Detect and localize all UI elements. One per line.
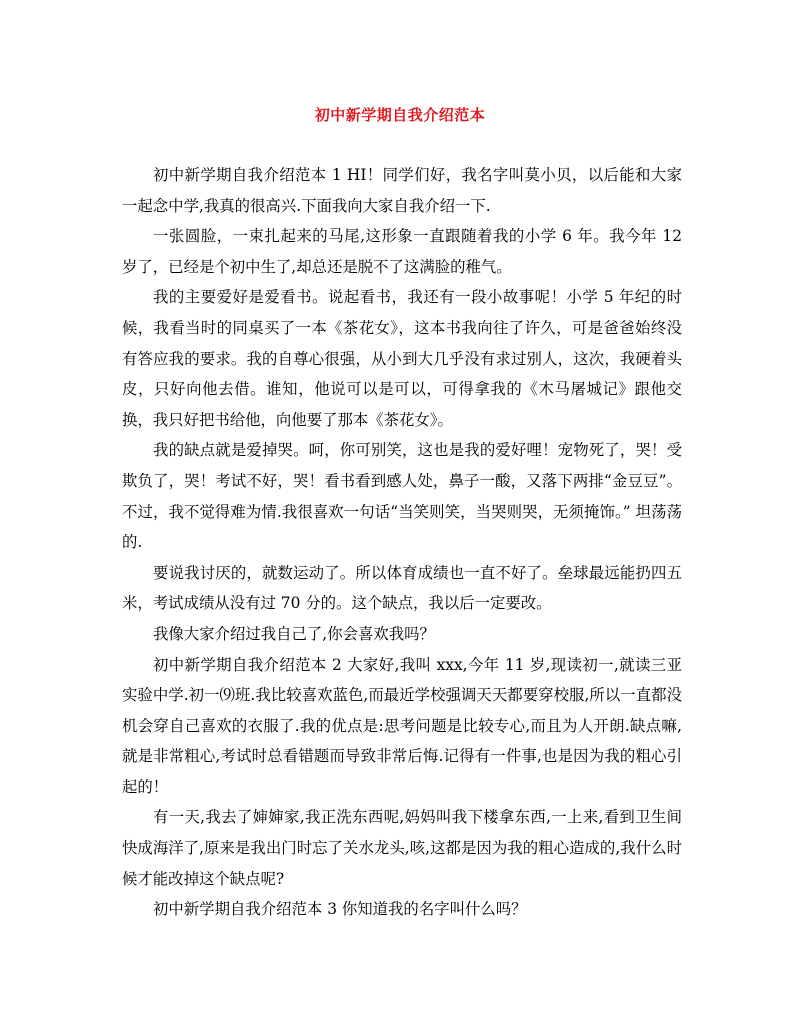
document-body xyxy=(122,160,682,925)
paragraph: 要说我讨厌的，就数运动了。所以体育成绩也一直不好了。垒球最远能扔四五米，考试成绩从没有过 70 分的。这个缺点，我以后一定要改。 xyxy=(122,563,682,613)
paragraph: 有一天,我去了婶婶家,我正洗东西呢,妈妈叫我下楼拿东西,一上来,看到卫生间快成海洋了,原来是我出门时忘了关水龙头,咳,这都是因为我的粗心造成的,我什么时候才能改掉这个缺点呢? xyxy=(122,808,682,888)
paragraph: 我像大家介绍过我自己了,你会喜欢我吗？ xyxy=(153,624,435,643)
paragraph: 一张圆脸，一束扎起来的马尾,这形象一直跟随着我的小学 6 年。我今年 12 岁了，已经是个初中生了,却总还是脱不了这满脸的稚气。 xyxy=(122,227,682,276)
paragraph: 初中新学期自我介绍范本 3 你知道我的名字叫什么吗？ xyxy=(153,900,527,919)
paragraph: 初中新学期自我介绍范本 2 大家好,我叫 xxx,今年 11 岁,现读初一,就读三亚实验中学.初一⑼班.我比较喜欢蓝色,而最近学校强调天天都要穿校服,所以一直都没机会穿自己喜欢的衣服了.我的优点是:思考问题是比较专心,而且为人开朗.缺点嘛,就是非常粗心,考试时总看错题而导致非常后悔.记得有一件事,也是因为我的粗心引起的！ xyxy=(122,655,682,796)
paragraph: 我的主要爱好是爱看书。说起看书，我还有一段小故事呢！小学 5 年纪的时候，我看当时的同桌买了一本《茶花女》，这本书我向往了许久，可是爸爸始终没有答应我的要求。我的自尊心很强，从小到大几乎没有求过别人，这次，我硬着头皮，只好向他去借。谁知，他说可以是可以，可得拿我的《木马屠城记》跟他交换，我只好把书给他，向他要了那本《茶花女》。 xyxy=(122,288,682,429)
paragraph: 我的缺点就是爱掉哭。呵，你可别笑，这也是我的爱好哩！宠物死了，哭！受欺负了，哭！考试不好，哭！看书看到感人处，鼻子一酸，又落下两排“金豆豆”。不过，我不觉得难为情.我很喜欢一句话“当笑则笑，当哭则哭，无须掩饰。” 坦荡荡的. xyxy=(122,441,682,552)
paragraph: 初中新学期自我介绍范本 1 HI！同学们好，我名字叫莫小贝，以后能和大家一起念中学,我真的很高兴.下面我向大家自我介绍一下. xyxy=(122,166,682,215)
document-title: 初中新学期自我介绍范本 xyxy=(314,106,486,124)
